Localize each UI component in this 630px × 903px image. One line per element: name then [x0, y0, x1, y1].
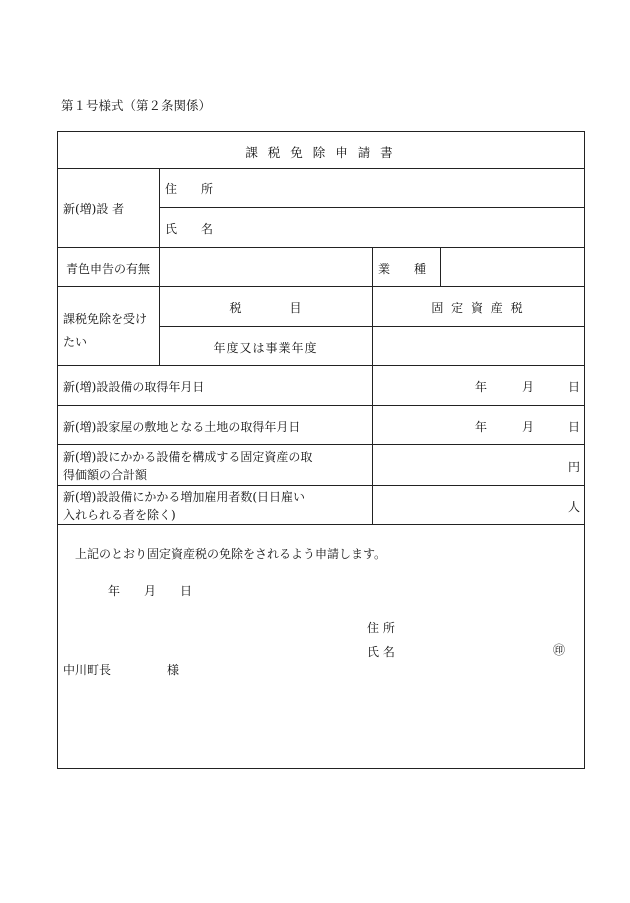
land-date-label: 新(増)設家屋の敷地となる土地の取得年月日 [63, 420, 301, 434]
land-date-year: 年 [475, 420, 488, 434]
exemption-label-line1: 課税免除を受け [63, 312, 148, 326]
exemption-label-line2: たい [63, 335, 88, 349]
form-number: 第１号様式（第２条関係） [61, 98, 212, 113]
applicant-name-label: 氏 名 [367, 645, 395, 659]
employees-label-line1: 新(増)設設備にかかる増加雇用者数(日日雇い [63, 490, 306, 504]
date-day: 日 [180, 584, 193, 598]
acquisition-unit: 円 [568, 460, 581, 474]
name-label: 氏 名 [165, 222, 214, 236]
declaration-statement: 上記のとおり固定資産税の免除をされるよう申請します。 [75, 547, 387, 561]
acquisition-label-line2: 得価額の合計額 [63, 468, 148, 482]
seal-mark: ㊞ [553, 643, 566, 657]
employees-label-line2: 入れられる者を除く) [63, 508, 176, 522]
acquisition-label-line1: 新(増)設にかかる設備を構成する固定資産の取 [63, 450, 313, 464]
business-type-label: 業 種 [378, 262, 427, 276]
facility-date-month: 月 [522, 380, 535, 394]
facility-date-label: 新(増)設設備の取得年月日 [63, 380, 205, 394]
land-date-day: 日 [568, 420, 581, 434]
blue-return-label: 青色申告の有無 [66, 262, 151, 276]
recipient-honorific: 様 [167, 663, 180, 677]
applicant-label: 新(増)設 者 [63, 202, 125, 216]
tax-item-value: 固 定 資 産 税 [431, 301, 525, 315]
address-label: 住 所 [165, 182, 214, 196]
facility-date-year: 年 [475, 380, 488, 394]
applicant-address-label: 住 所 [367, 621, 395, 635]
date-year: 年 [108, 584, 121, 598]
date-month: 月 [144, 584, 157, 598]
recipient-name: 中川町長 [63, 663, 112, 677]
employees-unit: 人 [568, 500, 581, 514]
facility-date-day: 日 [568, 380, 581, 394]
form-title: 課 税 免 除 申 請 書 [245, 145, 396, 160]
tax-item-label: 税 目 [229, 301, 302, 315]
fiscal-year-label: 年度又は事業年度 [213, 341, 318, 355]
land-date-month: 月 [522, 420, 535, 434]
